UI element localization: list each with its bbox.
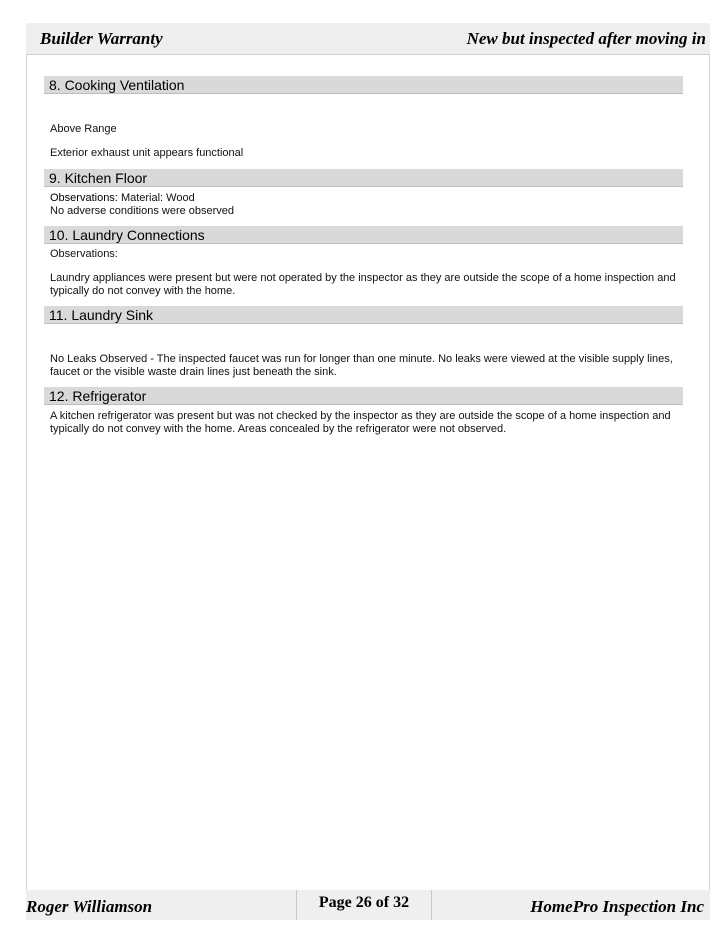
company-name: HomePro Inspection Inc: [530, 897, 704, 916]
page-number: Page 26 of 32: [296, 890, 432, 920]
section-header-cooking-ventilation: [44, 76, 683, 94]
laundry-connections-paragraph: Laundry appliances were present but were not operated by the inspector as they are outside the scope of a home inspection and typically do not convey with the home.: [50, 272, 676, 297]
laundry-connections-observations-label: Observations:: [50, 248, 118, 260]
page-header: [26, 23, 710, 55]
inspector-name: Roger Williamson: [26, 897, 153, 916]
section-header-laundry-sink: [44, 306, 683, 324]
cooking-ventilation-line-1: Above Range: [50, 123, 117, 135]
header-right-title: New but inspected after moving in: [466, 29, 706, 48]
page-footer: [26, 890, 710, 920]
section-title: 11. Laundry Sink: [49, 307, 154, 323]
section-title: 12. Refrigerator: [49, 388, 147, 404]
section-title: 8. Cooking Ventilation: [49, 77, 185, 93]
observations-label: Observations:: [50, 192, 118, 204]
section-header-kitchen-floor: [44, 169, 683, 187]
section-header-laundry-connections: [44, 226, 683, 244]
header-left-title: Builder Warranty: [40, 29, 163, 48]
laundry-sink-paragraph: No Leaks Observed - The inspected faucet was run for longer than one minute. No leaks were viewed at the visible supply lines, faucet or the visible waste drain lines just beneath the sink.: [50, 353, 673, 378]
section-title: 9. Kitchen Floor: [49, 170, 148, 186]
observations-value: Material: Wood: [120, 192, 195, 204]
refrigerator-paragraph: A kitchen refrigerator was present but was not checked by the inspector as they are outside the scope of a home inspection and typically do not convey with the home. Areas concealed by the refrigerator were not observed.: [50, 410, 671, 435]
kitchen-floor-observations: [50, 192, 680, 205]
section-title: 10. Laundry Connections: [49, 227, 205, 243]
section-header-refrigerator: [44, 387, 683, 405]
kitchen-floor-line: No adverse conditions were observed: [50, 205, 235, 217]
cooking-ventilation-line-2: Exterior exhaust unit appears functional: [50, 147, 244, 159]
